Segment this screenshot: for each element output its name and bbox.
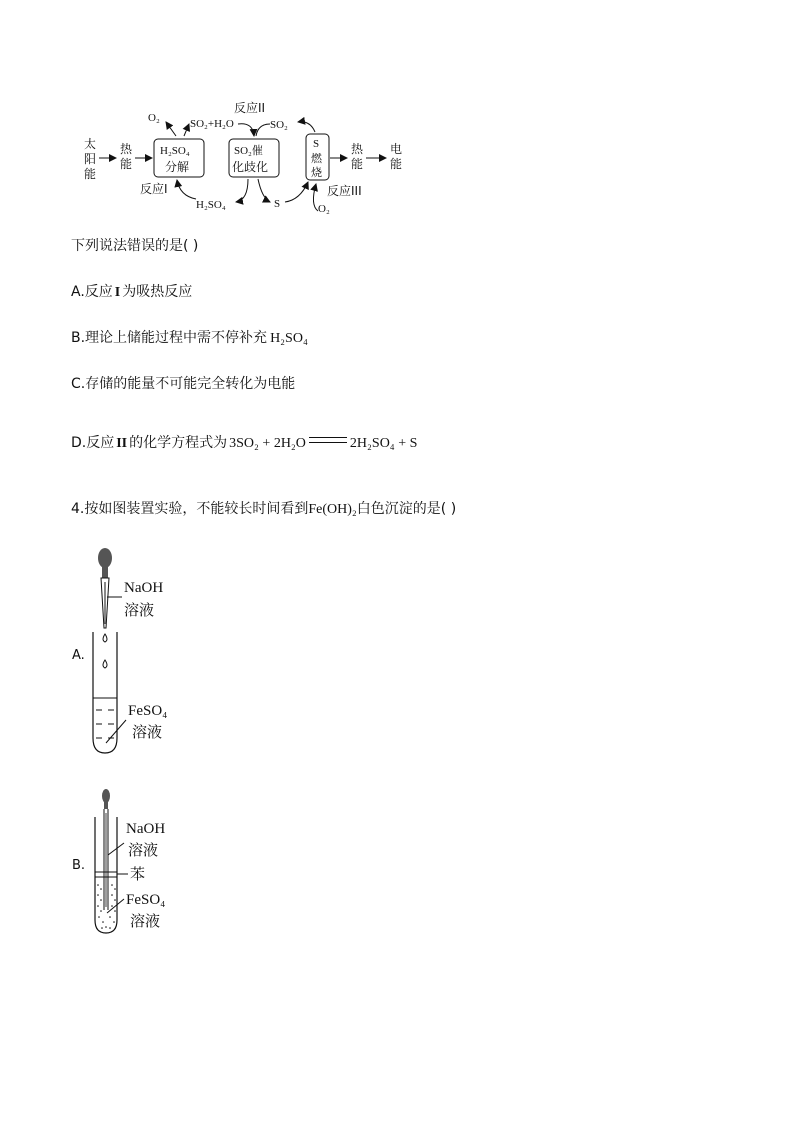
option-d-rest: 的化学方程式为 bbox=[129, 435, 228, 451]
arrow-s-into-box3 bbox=[285, 182, 308, 202]
svg-text:能: 能 bbox=[390, 157, 403, 171]
apparatus-b-label: B. bbox=[72, 858, 86, 873]
svg-text:能: 能 bbox=[351, 157, 364, 171]
equation-rhs: 2H₂SO₄ + S bbox=[349, 436, 418, 451]
svg-text:太: 太 bbox=[84, 137, 97, 151]
so2-top-label: SO₂ bbox=[270, 119, 288, 131]
arrow-box2-to-s bbox=[258, 179, 270, 202]
apparatus-b[interactable] bbox=[60, 785, 220, 940]
box2-line1: SO₂催 bbox=[234, 145, 263, 157]
svg-text:电: 电 bbox=[390, 142, 403, 156]
equation-double-bar bbox=[309, 437, 347, 443]
question3-option-d[interactable] bbox=[71, 433, 417, 454]
question3-stem: 下列说法错误的是( ) bbox=[71, 238, 199, 254]
arrow-box2-to-h2so4 bbox=[236, 179, 248, 202]
svg-text:热: 热 bbox=[351, 142, 364, 156]
energy-cycle-diagram bbox=[0, 0, 794, 225]
q4-stem-prefix: 4.按如图装置实验，不能较长时间看到 bbox=[71, 501, 309, 517]
feso4-label-b: FeSO₄ bbox=[126, 892, 166, 908]
heat-energy-label-1 bbox=[120, 141, 133, 171]
feso4-solution-label-a: 溶液 bbox=[132, 723, 163, 741]
s-bottom-label: S bbox=[274, 198, 281, 210]
option-d-roman: II bbox=[116, 436, 128, 451]
svg-text:能: 能 bbox=[84, 167, 97, 181]
arrow-into-box2 bbox=[238, 124, 254, 136]
option-b-formula: H₂SO₄ bbox=[270, 331, 308, 346]
box2-line2: 化歧化 bbox=[232, 160, 269, 174]
svg-text:热: 热 bbox=[120, 142, 133, 156]
question3-option-c[interactable]: C.存储的能量不可能完全转化为电能 bbox=[71, 376, 296, 392]
drop-2 bbox=[103, 660, 107, 668]
svg-text:阳: 阳 bbox=[84, 152, 97, 166]
heat-energy-label-2 bbox=[351, 141, 364, 171]
box3-line3: 烧 bbox=[311, 166, 322, 179]
option-d-prefix: D.反应 bbox=[71, 435, 115, 451]
arrow-to-so2-top bbox=[298, 122, 315, 132]
option-a-rest: 为吸热反应 bbox=[122, 284, 193, 300]
box3-line1: S bbox=[313, 138, 320, 150]
option-b-text: B.理论上储能过程中需不停补充 bbox=[71, 330, 268, 346]
feso4-solution-label-b: 溶液 bbox=[130, 912, 161, 930]
h2so4-bottom-label: H₂SO₄ bbox=[196, 199, 226, 211]
naoh-label-a: NaOH bbox=[124, 580, 164, 596]
q4-formula: Fe(OH)₂ bbox=[308, 502, 357, 517]
arrow-to-o2 bbox=[166, 122, 176, 136]
arrow-h2so4-into-box1 bbox=[177, 180, 196, 199]
question3-option-b[interactable] bbox=[71, 328, 308, 349]
o2-bottom-label: O₂ bbox=[318, 203, 330, 215]
option-a-roman: I bbox=[114, 285, 121, 300]
box1-line2: 分解 bbox=[165, 160, 190, 174]
option-a-prefix: A.反应 bbox=[71, 284, 113, 300]
question4-stem bbox=[71, 499, 456, 520]
reaction-ii-label: 反应II bbox=[234, 101, 266, 115]
naoh-solution-label-a: 溶液 bbox=[124, 601, 155, 619]
box1-line1: H₂SO₄ bbox=[160, 145, 190, 157]
apparatus-a[interactable] bbox=[60, 540, 220, 765]
naoh-solution-label-b: 溶液 bbox=[128, 841, 159, 859]
apparatus-a-label: A. bbox=[72, 648, 85, 663]
q4-stem-suffix: 白色沉淀的是( ) bbox=[356, 501, 457, 517]
feso4-solution-hatch bbox=[96, 710, 114, 738]
so2-h2o-label: SO₂+H₂O bbox=[190, 118, 234, 130]
electric-energy-label bbox=[390, 141, 402, 171]
reaction-iii-label: 反应III bbox=[327, 184, 362, 198]
drop-1 bbox=[103, 634, 107, 642]
naoh-label-b: NaOH bbox=[126, 821, 166, 837]
o2-top-label: O₂ bbox=[148, 112, 160, 124]
sun-energy-label bbox=[84, 136, 96, 181]
box3-line2: 燃 bbox=[311, 152, 322, 165]
benzene-label: 苯 bbox=[130, 865, 146, 883]
svg-text:能: 能 bbox=[120, 157, 133, 171]
feso4-solution-dots-b bbox=[97, 884, 116, 929]
arrow-to-so2-h2o bbox=[184, 124, 189, 136]
question3-option-a[interactable] bbox=[71, 282, 192, 303]
reaction-i-label: 反应I bbox=[140, 182, 168, 196]
feso4-label-a: FeSO₄ bbox=[128, 703, 168, 719]
equation-lhs: 3SO₂ + 2H₂O bbox=[229, 436, 306, 451]
arrow-into-box2-right bbox=[256, 124, 270, 136]
